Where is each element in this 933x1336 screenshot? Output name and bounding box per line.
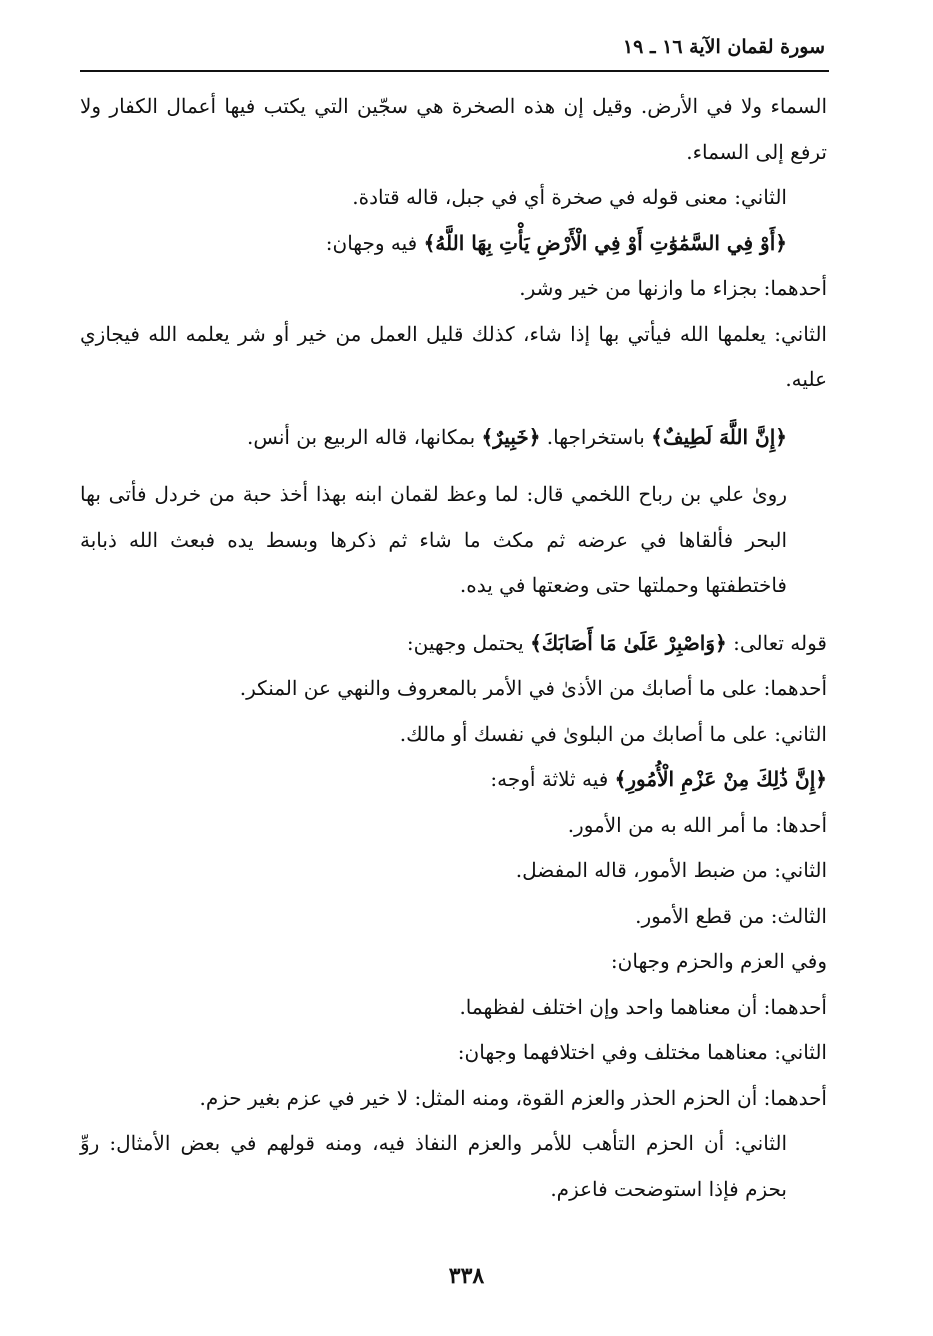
paragraph-8-text-a: قوله تعالى: [733, 630, 827, 655]
paragraph-6 [80, 415, 827, 461]
paragraph-18: أحدهما: أن الحزم الحذر والعزم القوة، ومنه المثل: لا خير في عزم بغير حزم. [199, 1085, 827, 1110]
quran-verse-4: ﴿وَاصْبِرْ عَلَىٰ مَا أَصَابَكَ﴾ [530, 630, 727, 655]
paragraph-9: أحدهما: على ما أصابك من الأذىٰ في الأمر بالمعروف والنهي عن المنكر. [239, 676, 827, 700]
paragraph-19: الثاني: أن الحزم التأهب للأمر والعزم النفاذ فيه، ومنه قولهم في بعض الأمثال: روِّ بحزم فإذا استوضحت فاعزم. [80, 1131, 787, 1201]
paragraph-4: أحدهما: بجزاء ما وازنها من خير وشر. [519, 276, 827, 300]
paragraph-10: الثاني: على ما أصابك من البلوىٰ في نفسك أو مالك. [399, 721, 827, 746]
quran-verse-2: ﴿إِنَّ اللَّهَ لَطِيفٌ﴾ [651, 424, 787, 449]
paragraph-1: السماء ولا في الأرض. وقيل إن هذه الصخرة هي سجّين التي يكتب فيها أعمال الكفار ولا ترفع إلى السماء. [80, 94, 827, 164]
header-rule [80, 70, 829, 72]
page-body [80, 84, 827, 1212]
paragraph-6-text-b: بمكانها، قاله الربيع بن أنس. [246, 424, 476, 449]
paragraph-7: روىٰ علي بن رباح اللخمي قال: لما وعظ لقمان ابنه بهذا أخذ حبة من خردل فأتى بها البحر فألقاها في عرضه ثم مكث ما شاء ثم ذكرها وبسط يده فبعث الله ذبابة فاختطفتها وحملتها حتى وضعتها في يده. [80, 482, 787, 597]
paragraph-14: الثالث: من قطع الأمور. [635, 903, 827, 928]
quran-verse-3: ﴿خَبِيرٌ﴾ [481, 424, 541, 449]
paragraph-8-text-b: يحتمل وجهين: [406, 630, 524, 655]
paragraph-11 [80, 757, 827, 803]
paragraph-3 [80, 221, 827, 267]
paragraph-6-text-a: باستخراجها. [546, 424, 645, 449]
paragraph-13: الثاني: من ضبط الأمور، قاله المفضل. [515, 858, 827, 882]
paragraph-11-text: فيه ثلاثة أوجه: [490, 767, 609, 791]
paragraph-8 [80, 621, 827, 667]
paragraph-3-text: فيه وجهان: [325, 230, 418, 255]
paragraph-16: أحدهما: أن معناهما واحد وإن اختلف لفظهما. [459, 994, 827, 1019]
paragraph-15: وفي العزم والحزم وجهان: [610, 949, 827, 973]
page-number: ٣٣٨ [448, 1263, 485, 1289]
paragraph-2: الثاني: معنى قوله في صخرة أي في جبل، قاله قتادة. [352, 185, 787, 209]
paragraph-17: الثاني: معناهما مختلف وفي اختلافهما وجهان: [457, 1040, 827, 1064]
paragraph-5: الثاني: يعلمها الله فيأتي بها إذا شاء، كذلك قليل العمل من خير أو شر يعلمه الله فيجازي عليه. [80, 321, 827, 391]
quran-verse-1: ﴿أَوْ فِي السَّمَٰوَٰتِ أَوْ فِي الْأَرْضِ يَأْتِ بِهَا اللَّهُ﴾ [423, 230, 787, 255]
running-header: سورة لقمان الآية ١٦ ـ ١٩ [622, 36, 825, 58]
paragraph-12: أحدها: ما أمر الله به من الأمور. [567, 812, 827, 837]
quran-verse-5: ﴿إِنَّ ذَٰلِكَ مِنْ عَزْمِ الْأُمُورِ﴾ [614, 767, 827, 791]
